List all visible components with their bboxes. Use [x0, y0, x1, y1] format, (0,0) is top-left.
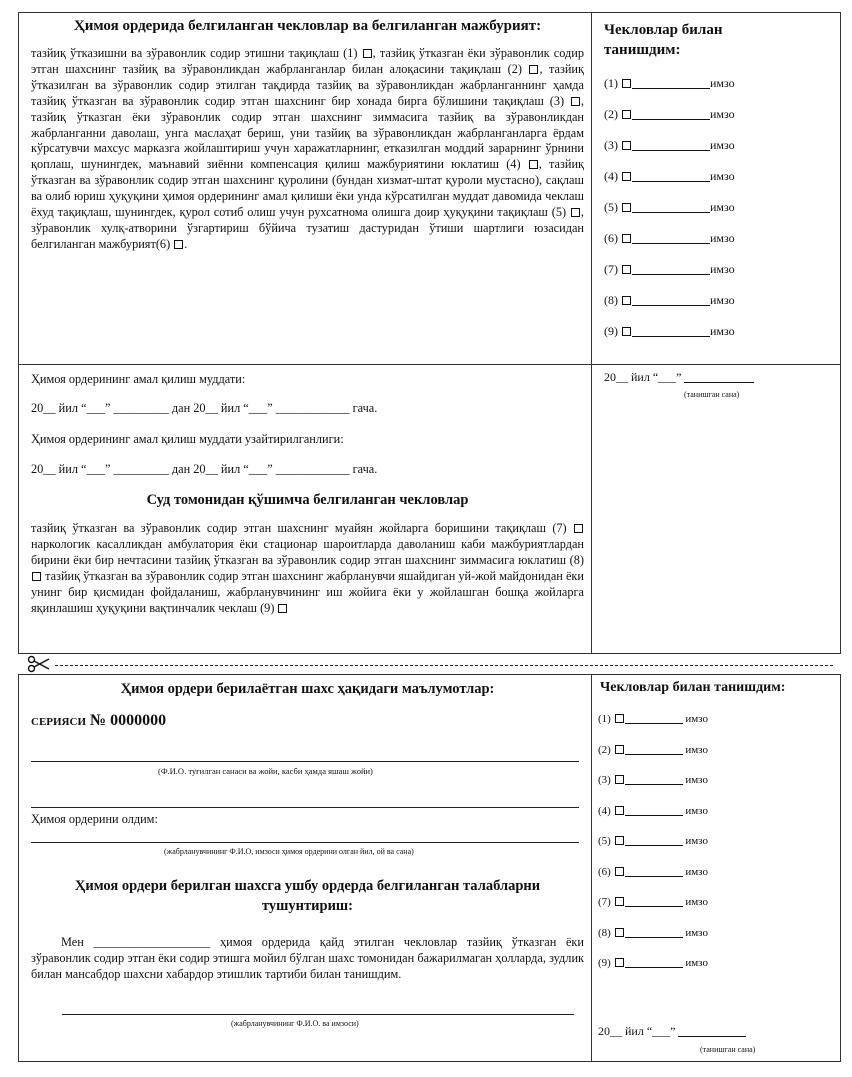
cut-line [55, 665, 833, 666]
court-checkbox-7[interactable] [574, 524, 583, 533]
ack-title-top [604, 20, 722, 60]
restrictions-title: Ҳимоя ордерида белгиланган чекловлар ва белгиланган мажбурият: [73, 18, 542, 34]
sign-row-label: имзо [685, 896, 708, 908]
ack-title-bottom: Чекловлар билан танишдим: [600, 680, 786, 695]
court-text-8: наркологик касалликдан амбулатория ёки стационар шароитларда даволаниш каби мажбуриятлардан бирини ёки бир нечтасини тазйиқ ўтказган ва зўравонлик содир этган шахснинг зиммасига юклатиш (8) [31, 536, 584, 567]
sign-row-num: (2) [598, 743, 611, 756]
fio-input-line[interactable] [31, 761, 579, 762]
sign-row-num: (7) [598, 896, 611, 908]
ack-date-top-line[interactable] [684, 382, 754, 383]
sign-row-num: (6) [604, 231, 618, 245]
ack-sign-list-bottom [598, 713, 708, 988]
fio-caption: (Ф.И.О. туғилган санаси ва жойи, касби ҳамда яшаш жойи) [158, 766, 373, 776]
restriction-checkbox-6[interactable] [174, 240, 183, 249]
restriction-checkbox-2[interactable] [529, 65, 538, 74]
sign-row [598, 805, 708, 836]
ack-date-bottom-text: 20__ йил “___” [598, 1024, 676, 1038]
ack-title-top-line2: танишдим: [604, 42, 681, 58]
restriction-text-4: , тазйиқ ўтказган ёки зўравонлик содир этган шахснинг зиммасига тазйиқ ва зўравонликдан жабрланганни даволаш, унга маслаҳат бериш, уни тазйиқ ва зўравонликдан жабрланганларга ёрдам кўрсатувчи махсус марказга жойлаштириш учун харажатларнинг, етказилган моддий зарарнинг ўрнини қоплаш, шунингдек, маънавий зиённи компенсация қилиш мажбуриятини юклатиш (4) [31, 93, 584, 172]
sign-row-checkbox[interactable] [615, 806, 624, 815]
signature-line[interactable] [625, 723, 683, 724]
sign-row-label: имзо [685, 926, 708, 939]
validity-label: Ҳимоя ордерининг амал қилиш муддати: [31, 372, 246, 386]
sign-row-label: имзо [710, 138, 735, 152]
sign-row-num: (8) [598, 926, 611, 939]
explain-paragraph: Мен ___________________ ҳимоя ордерида қайд этилган чекловлар тазйиқ ўтказган ёки зўравонлик содир этган ёки содир этишга мойил бўлган шахс томонидан бажарилмаган ҳолларда, зудлик билан мансабдор шахсни хабардор этишлик тартиби билан танишдим. [31, 935, 584, 981]
sign-row-checkbox[interactable] [615, 836, 624, 845]
restriction-text-6: , зўравонлик хулқ-атворини ўзгартириш бўйича тузатиш дастуридан ўтиши шартлиги юзасидан белгиланган мажбурият(6) [31, 205, 584, 251]
sign-row-checkbox[interactable] [622, 327, 631, 336]
signature-line[interactable] [625, 784, 683, 785]
top-row-divider [18, 364, 841, 365]
sign-row-label: имзо [685, 743, 708, 756]
series-label: СЕРИЯСИ [31, 716, 86, 728]
sign-row-label: имзо [685, 713, 708, 725]
signature-line[interactable] [632, 119, 710, 120]
sign-row-num: (4) [604, 169, 618, 183]
signature-line[interactable] [632, 336, 710, 337]
sign-row [604, 324, 735, 355]
restriction-text-5: , тазйиқ ўтказган ва зўравонлик содир этган шахснинг қуролини (бундан хизмат-штат қуроли мустасно), сақлаш ва олиб юриш ҳуқуқини ҳимоя ордерининг амал қилиши ёки унда кўрсатилган муддат давомида чеклаш ёхуд тақиқлаш, шунингдек, қурол сотиб олиш учун рухсатнома олишга доир ҳуқуқини тақиқлаш (5) [31, 157, 584, 220]
sign-row-checkbox[interactable] [622, 110, 631, 119]
received-label: Ҳимоя ордерини олдим: [31, 812, 158, 826]
sign-row [598, 957, 708, 988]
bottom-section-frame [18, 674, 841, 1062]
sign-row [598, 774, 708, 805]
scissors-icon [27, 655, 51, 673]
ack-date-bottom [598, 1024, 746, 1039]
court-checkbox-8[interactable] [32, 572, 41, 581]
sign-row-num: (6) [598, 865, 611, 878]
sign-row [598, 927, 708, 958]
sign-row [598, 866, 708, 897]
sign-row [604, 169, 735, 200]
ack-date-top-text: 20__ йил “___” [604, 370, 682, 384]
ack-date-top [604, 370, 754, 385]
sign-row-checkbox[interactable] [622, 172, 631, 181]
signature-line[interactable] [632, 305, 710, 306]
explain-title [30, 876, 585, 916]
sign-row-checkbox[interactable] [622, 234, 631, 243]
received-input-line[interactable] [31, 842, 579, 843]
sign-row-num: (3) [598, 774, 611, 786]
signature-line[interactable] [632, 243, 710, 244]
sign-row-checkbox[interactable] [622, 265, 631, 274]
sign-row [598, 835, 708, 866]
sign-row-checkbox[interactable] [615, 958, 624, 967]
top-column-divider [591, 12, 592, 654]
sign-row-num: (3) [604, 138, 618, 152]
sign-row-num: (1) [598, 713, 611, 725]
sign-row-num: (5) [604, 200, 618, 214]
restriction-checkbox-3[interactable] [571, 97, 580, 106]
restriction-checkbox-1[interactable] [363, 49, 372, 58]
sign-row [598, 713, 708, 744]
extension-label: Ҳимоя ордерининг амал қилиш муддати узайтирилганлиги: [31, 432, 344, 446]
signature-line[interactable] [632, 212, 710, 213]
signature-line[interactable] [625, 906, 683, 907]
sign-row-checkbox[interactable] [615, 928, 624, 937]
sign-row-label: имзо [710, 231, 735, 245]
sign-row-label: имзо [710, 169, 735, 183]
sign-row-label: имзо [710, 200, 735, 214]
signature-line[interactable] [625, 967, 683, 968]
validity-dates[interactable]: 20__ йил “___” _________ дан 20__ йил “___” ____________ гача. [31, 401, 378, 415]
ack-date-bottom-line[interactable] [678, 1036, 746, 1037]
sign-row-num: (4) [598, 804, 611, 817]
sign-row-checkbox[interactable] [622, 79, 631, 88]
explain-title-line1: Ҳимоя ордери берилган шахсга ушбу ордерда белгиланган талабларни [74, 878, 541, 894]
sign-row [598, 896, 708, 927]
sign-row-label: имзо [685, 835, 708, 847]
signature-line[interactable] [625, 845, 683, 846]
restriction-checkbox-5[interactable] [571, 208, 580, 217]
court-restrictions-title: Суд томонидан қўшимча белгиланган чекловлар [146, 492, 469, 508]
restriction-text-end: . [184, 236, 188, 251]
restriction-text-2: , тазйиқ ўтказган ёки зўравонлик содир этган шахснинг тазйиқ ва зўравонликдан жабрланганлар билан алоқасини тақиқлаш (2) [31, 46, 584, 76]
sign-row [604, 231, 735, 262]
ack-sign-list-top [604, 76, 735, 355]
signature-line[interactable] [625, 937, 683, 938]
extension-dates[interactable]: 20__ йил “___” _________ дан 20__ йил “___” ____________ гача. [31, 462, 378, 476]
restriction-checkbox-4[interactable] [529, 160, 538, 169]
series-line [31, 712, 166, 730]
court-checkbox-9[interactable] [278, 604, 287, 613]
explain-sign-line[interactable] [62, 1014, 574, 1015]
sign-row-label: имзо [685, 865, 708, 878]
sign-row-checkbox[interactable] [615, 775, 624, 784]
sign-row-checkbox[interactable] [615, 714, 624, 723]
sign-row-checkbox[interactable] [615, 897, 624, 906]
sign-row [604, 76, 735, 107]
ack-date-bottom-caption: (танишган сана) [700, 1045, 756, 1054]
sign-row-label: имзо [710, 107, 735, 121]
restriction-text-1: тазйиқ ўтказишни ва зўравонлик содир этишни тақиқлаш (1) [31, 46, 362, 60]
court-restrictions-paragraph [31, 521, 584, 616]
signature-line[interactable] [632, 88, 710, 89]
sign-row [604, 200, 735, 231]
ack-date-top-caption: (танишган сана) [684, 390, 740, 399]
sign-row-label: имзо [710, 262, 735, 276]
fio-input-line-2[interactable] [31, 807, 579, 808]
bottom-column-divider [591, 674, 592, 1062]
signature-line[interactable] [625, 815, 683, 816]
sign-row-label: имзо [710, 293, 735, 307]
ack-title-top-line1: Чекловлар билан [604, 22, 723, 38]
sign-row-label: имзо [685, 957, 708, 969]
explain-title-line2: тушунтириш: [262, 898, 353, 914]
sign-row-checkbox[interactable] [622, 141, 631, 150]
sign-row-checkbox[interactable] [615, 867, 624, 876]
sign-row [604, 107, 735, 138]
received-caption: (жабрланувчининг Ф.И.О, имзоси ҳимоя ордерини олган йил, ой ва сана) [164, 847, 414, 856]
sign-row-checkbox[interactable] [622, 203, 631, 212]
sign-row-num: (9) [598, 957, 611, 969]
signature-line[interactable] [632, 181, 710, 182]
court-text-9: тазйиқ ўтказган ва зўравонлик содир этган шахснинг жабрланувчи яшайдиган уй-жой майдонидан ёки унинг бир қисмидан фойдаланиш, жабрланувчининг иш жойига ёки у жойлашган бошқа жойларга яқинлашиш ҳуқуқини вақтинчалик чеклаш (9) [31, 568, 584, 615]
signature-line[interactable] [625, 754, 683, 755]
court-text-7: тазйиқ ўтказган ва зўравонлик содир этган шахснинг муайян жойларга боришини тақиқлаш (7) [31, 521, 573, 535]
sign-row-label: имзо [710, 76, 735, 90]
sign-row-label: имзо [710, 324, 735, 338]
explain-sign-caption: (жабрланувчининг Ф.И.О. ва имзоси) [231, 1019, 359, 1028]
sign-row-num: (7) [604, 262, 618, 276]
sign-row-num: (5) [598, 835, 611, 847]
sign-row-num: (9) [604, 324, 618, 338]
sign-row [604, 262, 735, 293]
sign-row-checkbox[interactable] [615, 745, 624, 754]
sign-row-label: имзо [685, 804, 708, 817]
person-info-title: Ҳимоя ордери берилаётган шахс ҳақидаги маълумотлар: [120, 681, 495, 697]
sign-row-checkbox[interactable] [622, 296, 631, 305]
sign-row-num: (8) [604, 293, 618, 307]
sign-row [598, 744, 708, 775]
signature-line[interactable] [632, 150, 710, 151]
restriction-text-3: , тазйиқ ўтказилган ва зўравонлик содир этилган тақдирда тазйиқ ва зўравонликдан жабрланганнинг ҳамда тазйиқ ўтказган ва зўравонлик содир этган шахснинг бир хонада бирга бўлишини тақиқлаш (3) [31, 61, 584, 108]
sign-row-num: (1) [604, 76, 618, 90]
restrictions-paragraph [31, 46, 584, 253]
series-number: № 0000000 [90, 712, 167, 729]
signature-line[interactable] [625, 876, 683, 877]
sign-row [604, 293, 735, 324]
signature-line[interactable] [632, 274, 710, 275]
sign-row-num: (2) [604, 107, 618, 121]
sign-row-label: имзо [685, 774, 708, 786]
sign-row [604, 138, 735, 169]
